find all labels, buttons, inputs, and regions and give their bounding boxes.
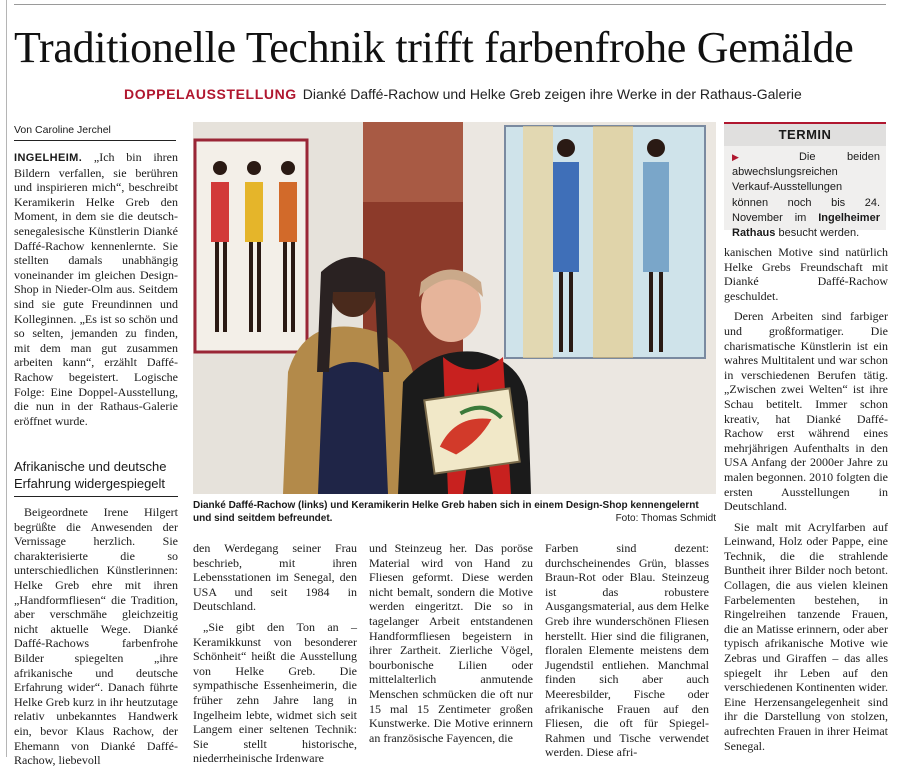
column-1 bbox=[14, 150, 178, 428]
termin-location: Ingelheimer Rathaus bbox=[732, 211, 880, 240]
paragraph: Sie malt mit Acrylfarben auf Leinwand, Holz oder Pappe, eine Technik, die die strahlende Buntheit ihrer Bilder noch betont. Collagen, die aus vielen kleinen Farbelementen bestehen, in Ringelreihen tanzende Frauen, die an Matisse erinnern, oder aber typisch afrikanische Motive wie Zebras und Giraffen – das alles spiegelt ihr Leben auf den verschiedenen Kontinenten wider. Eine Herzensangelegenheit sind ihr die Darstellung von stolzen, aufrechten Frauen in ihrer Heimat Senegal. bbox=[724, 519, 888, 753]
lead-paragraph bbox=[14, 150, 178, 428]
photo-caption bbox=[193, 499, 716, 525]
termin-text-end: besucht werden. bbox=[775, 227, 860, 240]
column-2 bbox=[193, 541, 357, 766]
column-1-lower bbox=[14, 505, 178, 768]
termin-text-start: Die beiden abwechslungsreichen Verkauf-Ausstellungen können noch bis 24. November im bbox=[732, 151, 881, 224]
dateline: INGELHEIM. bbox=[14, 152, 83, 164]
left-margin-rule bbox=[6, 0, 7, 757]
paragraph: „Sie gibt den Ton an – Keramikkunst von besonderer Schönheit“ heißt die Ausstellung von Helke Greb. Die sympathische Essenheimerin, die früher zehn Jahre lang in Ingelheim lebte, widmet sich seit Langem einer seltenen Technik: Sie stellt historische, niederrheinische Irdenware bbox=[193, 619, 357, 766]
paragraph: Farben sind dezent: durchscheinendes Grün, blasses Braun-Rot oder Blau. Steinzeug ist das robustere Ausgangsmaterial, aus dem Helke Greb ihre wunderschönen Fliesen herstellt. Hier sind die filigranen, floralen Elemente meistens dem Jugendstil entliehen. Manchmal finden sich aber auch Meeresbilder, Fische oder afrikanische Frauen auf den Fliesen, die oft für Spiegel-Rahmen und Tische verwendet werden. Diese afri- bbox=[545, 541, 709, 760]
paragraph: und Steinzeug her. Das poröse Material wird von Hand zu Fliesen geformt. Diese werden nicht bemalt, sondern die Motive werden eingeritzt. Die so in tagelanger Arbeit entstandenen Handformfliesen begeistern in ihrer Zartheit. Zierliche Vögel, bourbonische Lilien oder mittelalterlich anmutende Menschen schmücken die oft nur 15 mal 15 Zentimeter großen Kunstwerke. Die Motive erinnern an französische Fayencen, die bbox=[369, 541, 533, 745]
lead-text: „Ich bin ihren Bildern verfallen, sie berühren und inspirieren mich“, beschreibt Keramikerin Helke Greb den Moment, in dem sie die deutsch-senegalesische Künstlerin Dianké Daffé-Rachow kennenlernte. Sie stellten damals unabhängig voneinander im gleichen Design-Shop in Nieder-Olm aus. Seitdem sind sie gute Freundinnen und Kolleginnen. „Es ist so schön und so selten, jemanden zu finden, mit dem man gut zusammen arbeiten kann“, erzählt Daffé-Rachow begeistert. Logische Folge: Eine Doppel-Ausstellung, die nun in der Rathaus-Galerie eröffnet wurde. bbox=[14, 150, 179, 428]
paragraph: Deren Arbeiten sind farbiger und großformatiger. Die charismatische Künstlerin ist ein wahres Multitalent und war schon in verschiedenen Berufen tätig. „Zwischen zwei Welten“ ist ihre Schau betitelt. Immer schon kreativ, hat Dianké Daffé-Rachow erst während eines mehrjährigen Aufenthalts in den USA Anfang der 2000er Jahre zu malen begonnen. 2010 folgten die ersten Ausstellungen in Deutschland. bbox=[724, 309, 888, 514]
photo-illustration bbox=[193, 122, 716, 494]
caption-text: Dianké Daffé-Rachow (links) und Keramikerin Helke Greb haben sich in einem Design-Shop kennengelernt und sind seitdem befreundet. bbox=[193, 500, 699, 524]
top-rule bbox=[14, 4, 886, 5]
column-3 bbox=[369, 541, 533, 745]
subtitle: Dianké Daffé-Rachow und Helke Greb zeigen ihre Werke in der Rathaus-Galerie bbox=[302, 86, 802, 102]
byline: Von Caroline Jerchel bbox=[14, 123, 176, 141]
column-5 bbox=[724, 245, 888, 753]
termin-text bbox=[732, 150, 880, 241]
kicker: DOPPELAUSSTELLUNG bbox=[124, 86, 297, 102]
paragraph: Beigeordnete Irene Hilgert begrüßte die Anwesenden der Vernissage herzlich. Sie charakterisierte die so unterschiedlichen Künstlerinnen: Helke Greb ehre mit ihren „Handformfliesen“ die Tradition, aber verschmähe gleichzeitig nicht aktuelle Wege. Dianké Daffé-Rachows farbenfrohe Bilder spiegelten „ihre afrikanische und deutsche Erfahrung wider“. Danach führte Helke Greb kurz in ihr heutzutage relativ unbekanntes Handwerk ein, bevor Klaus Rachow, der Ehemann von Dianké Daffé-Rachow, liebevoll bbox=[14, 505, 178, 768]
photo-credit: Foto: Thomas Schmidt bbox=[615, 513, 716, 524]
paragraph: kanischen Motive sind natürlich Helke Grebs Freundschaft mit Dianké Daffé-Rachow geschuldet. bbox=[724, 245, 888, 303]
subtitle-line bbox=[124, 84, 884, 104]
article-headline: Traditionelle Technik trifft farbenfrohe Gemälde bbox=[14, 23, 854, 72]
paragraph: den Werdegang seiner Frau beschrieb, mit ihren Lebensstationen im Senegal, den USA und seit 1984 in Deutschland. bbox=[193, 541, 357, 614]
article-photo bbox=[193, 122, 716, 494]
subhead-block bbox=[14, 458, 178, 497]
column-4 bbox=[545, 541, 709, 760]
triangle-bullet-icon: ▶ bbox=[732, 152, 768, 162]
termin-title: TERMIN bbox=[724, 122, 886, 146]
subheading: Afrikanische und deutsche Erfahrung widergespiegelt bbox=[14, 458, 178, 497]
